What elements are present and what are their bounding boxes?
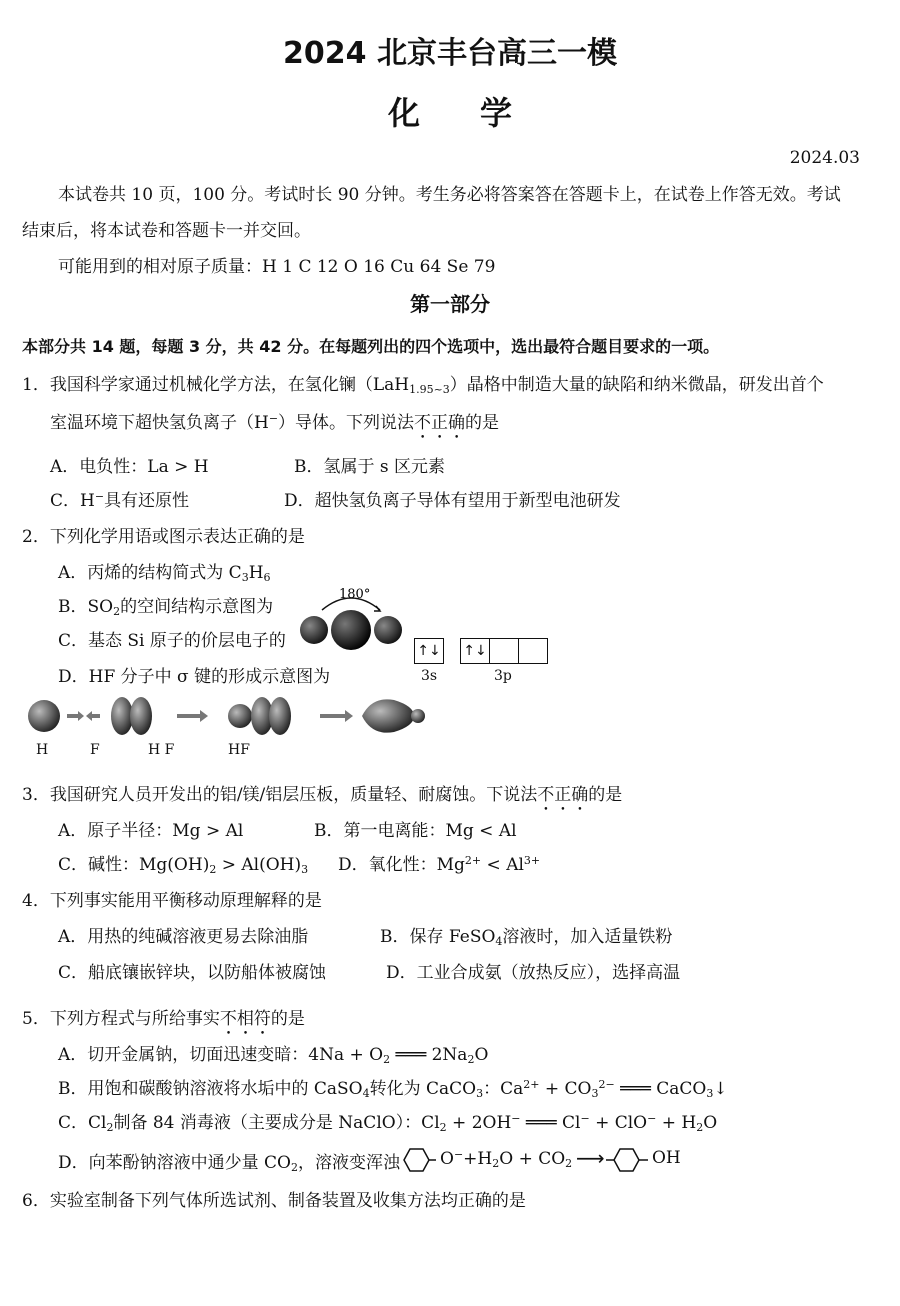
orbital-3p-box-1: ↑↓ xyxy=(460,638,490,664)
q1-stem-line-1: 1．我国科学家通过机械化学方法，在氢化镧（LaH$_{1.95\sim 3}$）晶格中制造大量的缺陷和纳米微晶，研发出首个 xyxy=(22,375,824,396)
q3-option-c: C．碱性：$Mg(OH)_2 > Al(OH)_3$ xyxy=(58,855,309,876)
exam-date: 2024.03 xyxy=(789,148,860,168)
hf-label-f: F xyxy=(90,742,100,758)
q1-option-b: B．氢属于 s 区元素 xyxy=(294,457,446,477)
phenoxide-ring-structure xyxy=(396,1146,436,1174)
reaction-arrow: ⟶ xyxy=(576,1146,605,1170)
q3-option-a: A．原子半径：Mg > Al xyxy=(58,821,244,841)
so2-angle-label: 180° xyxy=(339,587,371,602)
q3-option-b: B．第一电离能：Mg < Al xyxy=(314,821,517,841)
phenol-ring-structure xyxy=(606,1146,658,1174)
subject-title: 化学 xyxy=(387,94,572,132)
q1-stem-line-2: 室温环境下超快氢负离子（H−）导体。下列说法不正确的是 xyxy=(50,412,500,433)
q4-option-a: A．用热的纯碱溶液更易去除油脂 xyxy=(58,927,309,947)
orbital-3p-box-3 xyxy=(518,638,548,664)
q2-option-c: C．基态 Si 原子的价层电子的 xyxy=(58,631,286,651)
q2-option-a: A．丙烯的结构简式为 $C_3H_6$ xyxy=(58,563,271,584)
part-title: 第一部分 xyxy=(410,292,490,316)
q4-option-b: B．保存 FeSO$_4$溶液时，加入适量铁粉 xyxy=(380,927,673,948)
hf-sigma-bond-diagram xyxy=(22,694,442,742)
orbital-3p-label: 3p xyxy=(494,668,512,684)
atomic-masses: 可能用到的相对原子质量：H 1 C 12 O 16 Cu 64 Se 79 xyxy=(58,257,496,277)
q2-option-d: D．HF 分子中 σ 键的形成示意图为 xyxy=(58,667,331,687)
orbital-3s-label: 3s xyxy=(421,668,438,684)
orbital-3s-box: ↑↓ xyxy=(414,638,444,664)
exam-title: 2024 北京丰台高三一模 xyxy=(283,36,617,71)
q5-stem: 5．下列方程式与所给事实不相符的是 xyxy=(22,1009,305,1029)
phenol-oh-label: OH xyxy=(652,1148,681,1168)
so2-model-image xyxy=(292,584,410,654)
intro-line-1: 本试卷共 10 页，100 分。考试时长 90 分钟。考生务必将答案答在答题卡上，在试卷上作答无效。考试 xyxy=(58,185,841,205)
q4-stem: 4．下列事实能用平衡移动原理解释的是 xyxy=(22,891,322,911)
q6-stem: 6．实验室制备下列气体所选试剂、制备装置及收集方法均正确的是 xyxy=(22,1191,526,1211)
q3-option-d: D．氧化性：$Mg^{2+} < Al^{3+}$ xyxy=(338,854,541,875)
q3-stem: 3．我国研究人员开发出的铝/镁/铝层压板，质量轻、耐腐蚀。下说法不正确的是 xyxy=(22,785,623,805)
q2-stem: 2．下列化学用语或图示表达正确的是 xyxy=(22,527,305,547)
q5-option-a: A．切开金属钠，切面迅速变暗：$4Na + O_2$ ═══ $2Na_2O$ xyxy=(58,1045,489,1066)
q1-option-a: A．电负性：La > H xyxy=(50,457,209,477)
q1-option-c: C．H−具有还原性 xyxy=(50,490,190,511)
q1-option-d: D．超快氢负离子导体有望用于新型电池研发 xyxy=(284,491,621,511)
q5-option-c: C．$Cl_2$制备 84 消毒液（主要成分是 NaClO）：$Cl_2 + 2OH^-$ ═══ $Cl^- + ClO^- + H_2O$ xyxy=(58,1112,718,1134)
q4-option-c: C．船底镶嵌锌块，以防船体被腐蚀 xyxy=(58,963,327,983)
q4-option-d: D．工业合成氨（放热反应），选择高温 xyxy=(386,963,681,983)
hf-label-hf-separate: H F xyxy=(148,742,175,758)
orbital-3p-box-2 xyxy=(489,638,519,664)
intro-line-2: 结束后，将本试卷和答题卡一并交回。 xyxy=(22,221,311,241)
hf-label-h: H xyxy=(36,742,49,758)
q2-option-b: B．$SO_2$的空间结构示意图为 xyxy=(58,597,274,618)
q5-option-b: B．用饱和碳酸钠溶液将水垢中的 CaSO$_4$转化为 CaCO$_3$：$Ca^{2+} + CO_3^{2-}$ ═══ CaCO$_3$↓ xyxy=(58,1078,728,1100)
hf-label-hf: HF xyxy=(228,742,250,758)
q5-d-equation-reactants: $O^-+H_2O + CO_2$ xyxy=(440,1148,573,1170)
part-instruction: 本部分共 14 题，每题 3 分，共 42 分。在每题列出的四个选项中，选出最符合题目要求的一项。 xyxy=(22,337,720,356)
q5-option-d: D．向苯酚钠溶液中通少量 $CO_2$，溶液变浑浊 xyxy=(58,1153,400,1174)
